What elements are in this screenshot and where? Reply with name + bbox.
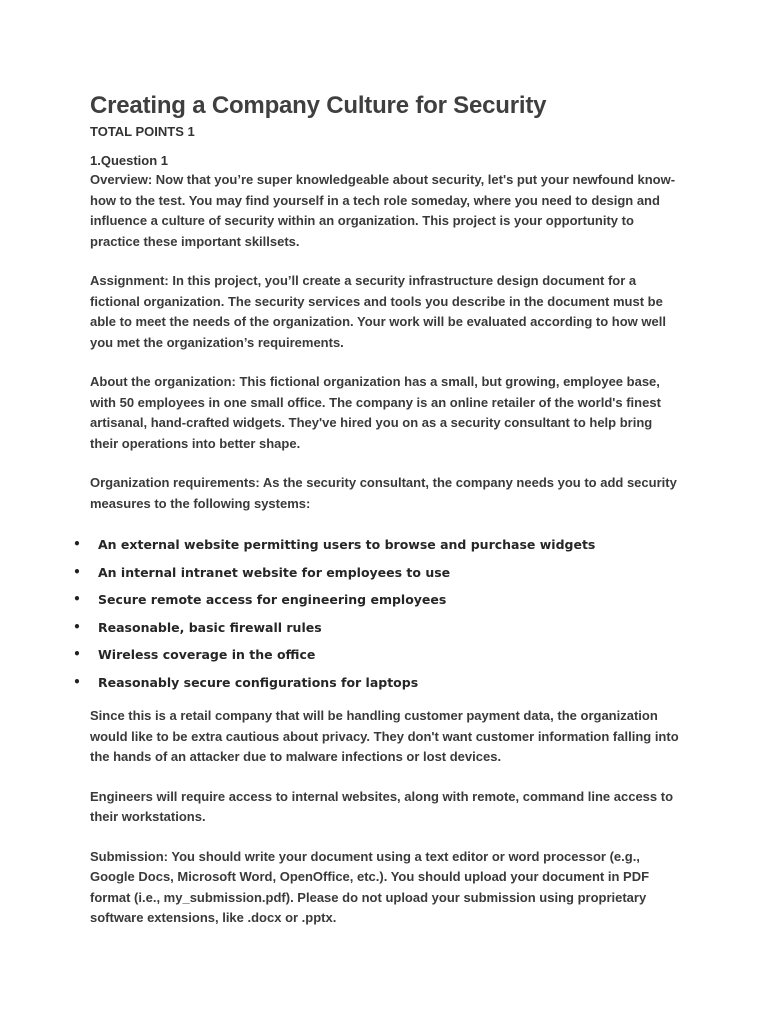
list-item-text: Reasonable, basic firewall rules [98,619,322,635]
question-label: 1.Question 1 [90,153,169,168]
list-item [72,586,680,614]
engineers-paragraph: Engineers will require access to internal websites, along with remote, command line access to their workstations. [90,788,674,824]
list-item-text: Wireless coverage in the office [98,647,316,662]
document-title: Creating a Company Culture for Security [90,92,547,119]
bullet-icon: • [73,647,81,661]
bullet-icon: • [73,619,81,634]
list-item-text: Reasonably secure configurations for laptops [98,674,419,690]
bullet-icon: • [73,592,81,606]
privacy-paragraph: Since this is a retail company that will be handling customer payment data, the organization would like to be extra cautious about privacy. They don't want customer information falling into the hands of an attacker due to malware infections or lost devices. [90,708,679,764]
bullet-icon: • [73,674,81,689]
list-item [72,641,680,669]
list-item-text: An internal intranet website for employees to use [98,564,451,580]
submission-paragraph: Submission: You should write your document using a text editor or word processor (e.g., Google Docs, Microsoft Word, OpenOffice, etc.). You should upload your document in PDF format (i.e., my_submission.pdf). Please do not upload your submission using proprietary software extensions, like .docx or .pptx. [90,848,650,925]
list-item [72,559,680,587]
list-item [72,669,680,697]
list-item [72,614,680,642]
assignment-paragraph: Assignment: In this project, you’ll create a security infrastructure design document for a fictional organization. The security services and tools you describe in the document must be able to meet the needs of the organization. Your work will be evaluated according to how well you met the organization’s requirements. [90,273,666,350]
total-points: TOTAL POINTS 1 [90,124,195,139]
about-organization-paragraph: About the organization: This fictional organization has a small, but growing, employee base, with 50 employees in one small office. The company is an online retailer of the world's finest artisanal, hand-crafted widgets. They've hired you on as a security consultant to help bring their operations into better shape. [90,374,661,451]
list-item-text: Secure remote access for engineering employees [98,592,447,607]
bullet-icon: • [73,564,81,579]
requirements-list [72,531,680,696]
list-item-text: An external website permitting users to browse and purchase widgets [98,537,596,552]
list-item [72,531,680,559]
document-page [73,88,680,929]
organization-requirements-paragraph: Organization requirements: As the security consultant, the company needs you to add security measures to the following systems: [90,475,677,511]
bullet-icon: • [73,537,81,551]
overview-paragraph: Overview: Now that you’re super knowledgeable about security, let's put your newfound know-how to the test. You may find yourself in a tech role someday, where you need to design and influence a culture of security within an organization. This project is your opportunity to practice these important skillsets. [90,172,676,249]
